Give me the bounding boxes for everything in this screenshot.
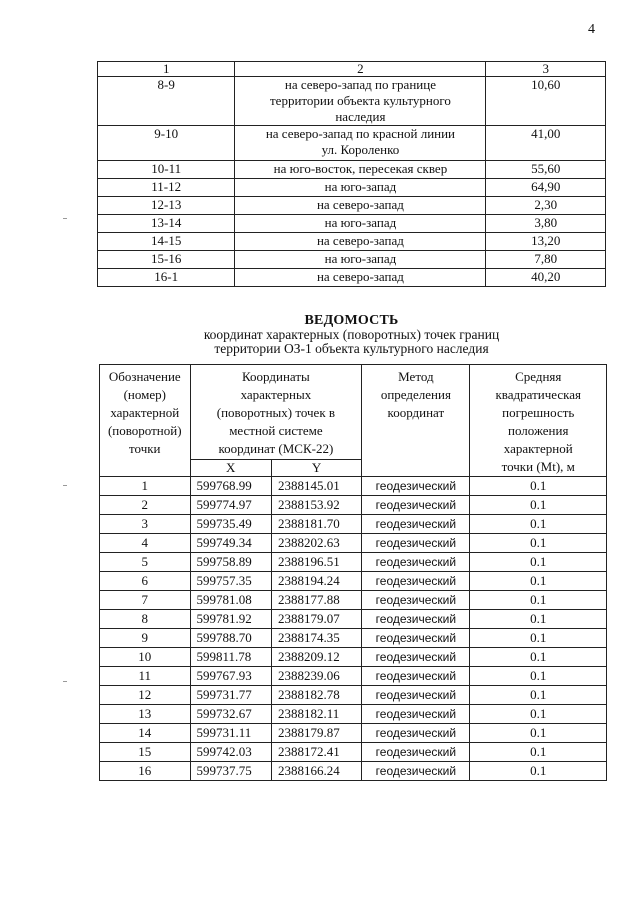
table-row [100,705,607,724]
x-coordinate-cell: 599811.78 [190,648,271,667]
method-cell: геодезический [362,648,470,667]
error-cell: 0.1 [470,496,607,515]
point-number-cell: 1 [100,477,191,496]
direction-cell: на юго-запад [235,215,486,233]
x-coordinate-cell: 599731.11 [190,724,271,743]
header-line: характерных [240,387,312,402]
x-coordinate-cell: 599732.67 [190,705,271,724]
table-row [100,724,607,743]
method-cell: геодезический [362,724,470,743]
header-line: точки [129,441,161,456]
length-cell: 3,80 [486,215,606,233]
point-number-cell: 10 [100,648,191,667]
y-coordinate-cell: 2388182.11 [271,705,361,724]
direction-line: на северо-запад по красной линии [265,126,456,141]
segment-cell: 10-11 [98,161,235,179]
y-coordinate-cell: 2388153.92 [271,496,361,515]
table-row [100,496,607,515]
error-cell: 0.1 [470,553,607,572]
method-cell: геодезический [362,667,470,686]
point-number-cell: 16 [100,762,191,781]
header-line: координат (МСК-22) [218,441,334,456]
header-col-1: 1 [98,62,235,77]
direction-cell: на северо-запад [235,233,486,251]
y-coordinate-cell: 2388202.63 [271,534,361,553]
method-cell: геодезический [362,496,470,515]
table-header-row [100,365,607,460]
page-number: 4 [588,22,595,37]
y-coordinate-cell: 2388174.35 [271,629,361,648]
header-col-3: 3 [486,62,606,77]
segments-table [97,61,606,287]
x-coordinate-cell: 599737.75 [190,762,271,781]
point-number-cell: 3 [100,515,191,534]
y-coordinate-cell: 2388239.06 [271,667,361,686]
length-cell: 41,00 [486,126,606,161]
direction-cell [235,77,486,126]
point-number-cell: 4 [100,534,191,553]
x-coordinate-cell: 599742.03 [190,743,271,762]
x-coordinate-cell: 599758.89 [190,553,271,572]
x-coordinate-cell: 599781.08 [190,591,271,610]
point-number-cell: 11 [100,667,191,686]
segment-cell: 14-15 [98,233,235,251]
error-cell: 0.1 [470,610,607,629]
y-coordinate-cell: 2388166.24 [271,762,361,781]
error-cell: 0.1 [470,629,607,648]
error-cell: 0.1 [470,762,607,781]
error-cell: 0.1 [470,477,607,496]
header-line: определения [380,387,451,402]
table-row [98,251,606,269]
scan-mark [63,681,67,682]
table-header-row [98,62,606,77]
segment-cell: 8-9 [98,77,235,126]
error-cell: 0.1 [470,743,607,762]
title-line-2: территории ОЗ-1 объекта культурного наследия [214,341,489,356]
length-cell: 64,90 [486,179,606,197]
header-line: характерной [110,405,180,420]
x-coordinate-cell: 599731.77 [190,686,271,705]
y-coordinate-cell: 2388177.88 [271,591,361,610]
length-cell: 7,80 [486,251,606,269]
point-number-cell: 8 [100,610,191,629]
coordinates-table-body [100,477,607,781]
point-number-cell: 9 [100,629,191,648]
table-row [100,743,607,762]
direction-line: на северо-запад по границе [284,77,436,92]
error-cell: 0.1 [470,515,607,534]
table-row [100,553,607,572]
segment-cell: 15-16 [98,251,235,269]
y-coordinate-cell: 2388179.07 [271,610,361,629]
segment-cell: 13-14 [98,215,235,233]
point-number-cell: 5 [100,553,191,572]
direction-cell [235,126,486,161]
length-cell: 10,60 [486,77,606,126]
direction-line: территории объекта культурного [270,93,451,108]
length-cell: 55,60 [486,161,606,179]
header-method [362,365,470,477]
method-cell: геодезический [362,610,470,629]
header-line: Обозначение [108,369,181,384]
direction-cell: на северо-запад [235,197,486,215]
header-line: характерной [503,441,573,456]
y-coordinate-cell: 2388182.78 [271,686,361,705]
table-row [100,667,607,686]
segment-cell: 9-10 [98,126,235,161]
table-row [100,477,607,496]
method-cell: геодезический [362,477,470,496]
x-coordinate-cell: 599768.99 [190,477,271,496]
header-line: Координаты [242,369,310,384]
header-line: Средняя [515,369,562,384]
point-number-cell: 7 [100,591,191,610]
direction-line: ул. Короленко [321,142,400,157]
table-row [100,648,607,667]
method-cell: геодезический [362,629,470,648]
length-cell: 40,20 [486,269,606,287]
direction-cell: на северо-запад [235,269,486,287]
y-coordinate-cell: 2388209.12 [271,648,361,667]
method-cell: геодезический [362,553,470,572]
title-line-1: координат характерных (поворотных) точек границ [203,327,500,342]
error-cell: 0.1 [470,572,607,591]
direction-cell: на юго-восток, пересекая сквер [235,161,486,179]
table-row [100,591,607,610]
method-cell: геодезический [362,515,470,534]
y-coordinate-cell: 2388145.01 [271,477,361,496]
table-row [98,179,606,197]
y-coordinate-cell: 2388196.51 [271,553,361,572]
table-row [100,610,607,629]
x-coordinate-cell: 599788.70 [190,629,271,648]
header-line: Метод [398,369,434,384]
table-row [98,77,606,126]
method-cell: геодезический [362,534,470,553]
error-cell: 0.1 [470,724,607,743]
header-line: точки (Mt), м [501,459,575,474]
header-line: положения [508,423,569,438]
title-main: ВЕДОМОСТЬ [304,313,399,328]
table-row [98,215,606,233]
direction-cell: на юго-запад [235,179,486,197]
header-line: (поворотных) точек в [216,405,336,420]
table-row [98,269,606,287]
point-number-cell: 12 [100,686,191,705]
table-row [100,629,607,648]
header-line: погрешность [502,405,575,420]
point-number-cell: 14 [100,724,191,743]
segment-cell: 11-12 [98,179,235,197]
x-coordinate-cell: 599781.92 [190,610,271,629]
method-cell: геодезический [362,705,470,724]
table-row [98,197,606,215]
length-cell: 2,30 [486,197,606,215]
method-cell: геодезический [362,591,470,610]
x-coordinate-cell: 599774.97 [190,496,271,515]
segment-cell: 16-1 [98,269,235,287]
error-cell: 0.1 [470,648,607,667]
table-row [98,233,606,251]
table-row [100,686,607,705]
header-line: координат [387,405,445,420]
point-number-cell: 6 [100,572,191,591]
error-cell: 0.1 [470,591,607,610]
y-coordinate-cell: 2388172.41 [271,743,361,762]
coordinates-table [99,364,607,781]
scan-mark [63,218,67,219]
x-coordinate-cell: 599749.34 [190,534,271,553]
header-point-designation [100,365,191,477]
header-line: (поворотной) [107,423,182,438]
header-col-2: 2 [235,62,486,77]
header-coordinates [190,365,362,460]
x-coordinate-cell: 599735.49 [190,515,271,534]
direction-cell: на юго-запад [235,251,486,269]
method-cell: геодезический [362,686,470,705]
y-coordinate-cell: 2388194.24 [271,572,361,591]
y-coordinate-cell: 2388181.70 [271,515,361,534]
method-cell: геодезический [362,762,470,781]
header-mean-square-error [470,365,607,477]
header-line: квадратическая [495,387,581,402]
point-number-cell: 13 [100,705,191,724]
header-y: Y [271,459,361,476]
error-cell: 0.1 [470,686,607,705]
x-coordinate-cell: 599767.93 [190,667,271,686]
segment-cell: 12-13 [98,197,235,215]
method-cell: геодезический [362,572,470,591]
point-number-cell: 2 [100,496,191,515]
header-line: (номер) [123,387,166,402]
length-cell: 13,20 [486,233,606,251]
table-row [100,762,607,781]
table-row [100,534,607,553]
scan-mark [63,485,67,486]
point-number-cell: 15 [100,743,191,762]
table-row [98,126,606,161]
direction-line: наследия [335,109,386,124]
y-coordinate-cell: 2388179.87 [271,724,361,743]
table-row [100,515,607,534]
table-row [98,161,606,179]
error-cell: 0.1 [470,705,607,724]
method-cell: геодезический [362,743,470,762]
header-line: местной системе [229,423,323,438]
x-coordinate-cell: 599757.35 [190,572,271,591]
table-row [100,572,607,591]
error-cell: 0.1 [470,667,607,686]
error-cell: 0.1 [470,534,607,553]
header-x: X [190,459,271,476]
